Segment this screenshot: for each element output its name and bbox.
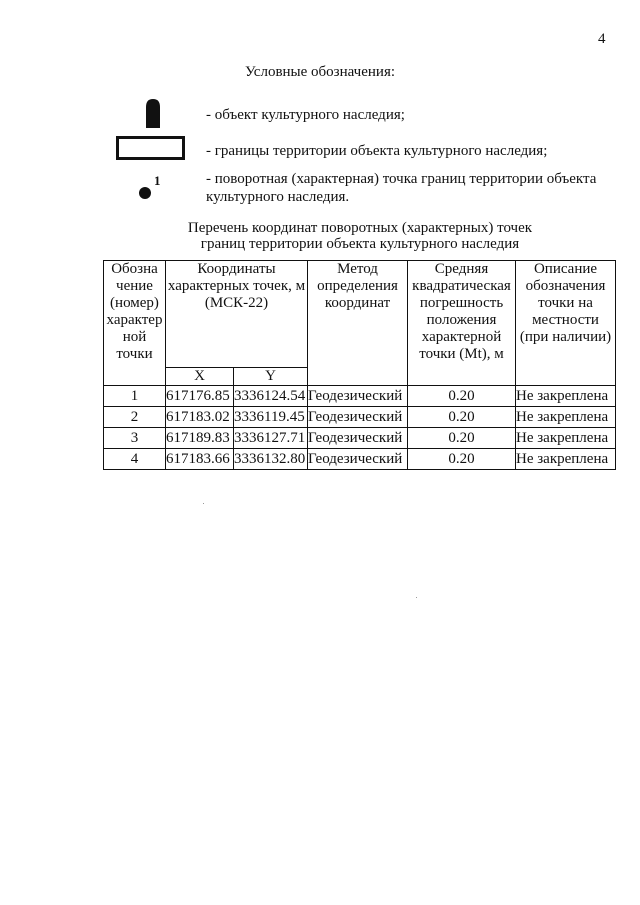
table-row <box>104 407 616 428</box>
coordinates-table <box>103 260 616 470</box>
cell-point-number: 3 <box>104 428 166 449</box>
scan-speck <box>203 503 204 504</box>
legend-item-border: - границы территории объекта культурного наследия; <box>206 143 548 159</box>
legend-item-point: - поворотная (характерная) точка границ территории объекта культурного наследия. <box>206 171 597 205</box>
legend-item-object: - объект культурного наследия; <box>206 107 405 123</box>
cell-method: Геодезический <box>308 449 408 470</box>
cell-x: 617189.83 <box>166 428 234 449</box>
cell-y: 3336124.54 <box>234 386 308 407</box>
list-title-line-2: границ территории объекта культурного наследия <box>200 236 520 252</box>
cell-method: Геодезический <box>308 386 408 407</box>
header-y: Y <box>234 368 308 386</box>
header-x: X <box>166 368 234 386</box>
header-coordinates: Координаты характерных точек, м (МСК-22) <box>166 261 308 368</box>
header-description: Описание обозначения точки на местности (при наличии) <box>516 261 616 386</box>
cell-point-number: 1 <box>104 386 166 407</box>
cell-method: Геодезический <box>308 407 408 428</box>
turning-point-label: 1 <box>154 174 161 188</box>
territory-border-icon <box>116 136 185 160</box>
page-number: 4 <box>598 31 606 47</box>
cell-x: 617176.85 <box>166 386 234 407</box>
table-row <box>104 449 616 470</box>
cell-error: 0.20 <box>408 386 516 407</box>
cell-y: 3336132.80 <box>234 449 308 470</box>
cell-description: Не закреплена <box>516 407 616 428</box>
header-error: Средняя квадратическая погрешность положения характерной точки (Mt), м <box>408 261 516 386</box>
table-row <box>104 386 616 407</box>
cell-description: Не закреплена <box>516 428 616 449</box>
scan-speck <box>416 597 417 598</box>
cell-error: 0.20 <box>408 428 516 449</box>
header-method: Метод определения координат <box>308 261 408 386</box>
turning-point-icon <box>138 174 166 200</box>
cell-point-number: 4 <box>104 449 166 470</box>
cell-error: 0.20 <box>408 407 516 428</box>
table-row <box>104 428 616 449</box>
cell-point-number: 2 <box>104 407 166 428</box>
list-title-line-1: Перечень координат поворотных (характерных) точек <box>187 220 533 236</box>
cell-x: 617183.02 <box>166 407 234 428</box>
cell-y: 3336127.71 <box>234 428 308 449</box>
cell-error: 0.20 <box>408 449 516 470</box>
cultural-heritage-object-icon <box>144 98 162 128</box>
cell-description: Не закреплена <box>516 386 616 407</box>
header-designation: Обозна чение (номер) характер ной точки <box>104 261 166 386</box>
cell-description: Не закреплена <box>516 449 616 470</box>
legend-title: Условные обозначения: <box>244 64 396 80</box>
cell-x: 617183.66 <box>166 449 234 470</box>
list-title <box>0 220 640 252</box>
cell-method: Геодезический <box>308 428 408 449</box>
cell-y: 3336119.45 <box>234 407 308 428</box>
